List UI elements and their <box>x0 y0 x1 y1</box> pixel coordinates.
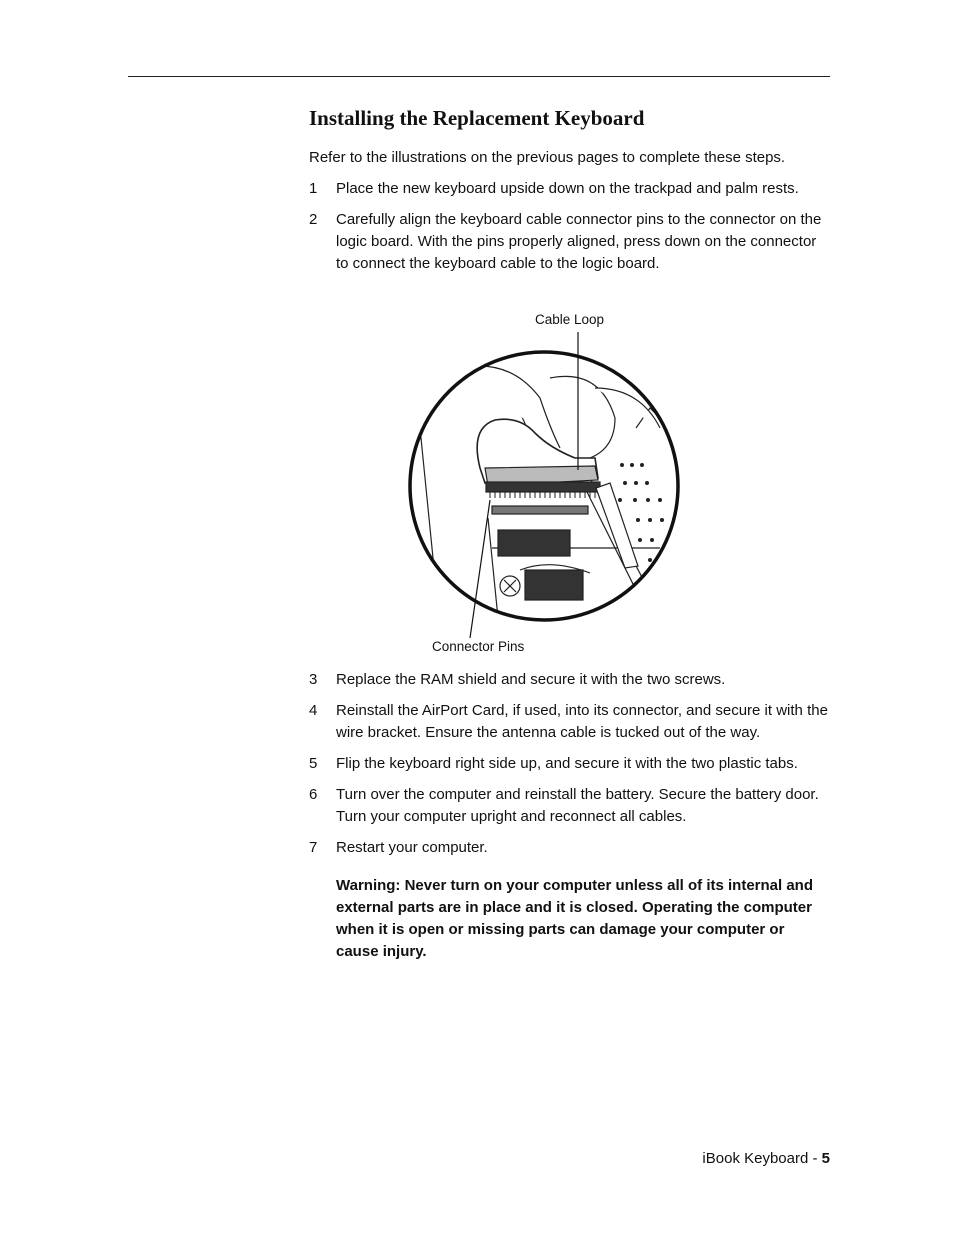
step-text: Flip the keyboard right side up, and secure it with the two plastic tabs. <box>336 755 798 772</box>
step-item <box>309 784 831 828</box>
step-text: Restart your computer. <box>336 839 488 856</box>
callout-connector-pins: Connector Pins <box>432 639 525 654</box>
step-item <box>309 700 831 744</box>
step-number: 2 <box>309 211 318 228</box>
step-number: 3 <box>309 671 318 688</box>
warning-paragraph: Warning: Never turn on your computer unless all of its internal and external parts are in place and it is closed. Operating the computer when it is open or missing parts can damage your computer or cause injury. <box>336 877 814 960</box>
footer-label: iBook Keyboard - <box>702 1150 822 1167</box>
page-footer <box>702 1150 830 1167</box>
step-text: Place the new keyboard upside down on the trackpad and palm rests. <box>336 180 799 197</box>
step-text: Replace the RAM shield and secure it with the two screws. <box>336 671 726 688</box>
illustration-drawing <box>400 308 700 638</box>
step-number: 7 <box>309 839 318 856</box>
step-item <box>309 837 831 859</box>
header-rule <box>128 76 830 77</box>
step-text: Carefully align the keyboard cable connector pins to the connector on the logic board. With the pins properly aligned, press down on the connector to connect the keyboard cable to the logic board. <box>336 211 822 272</box>
step-item <box>309 209 831 275</box>
step-item <box>309 669 831 691</box>
intro-paragraph: Refer to the illustrations on the previous pages to complete these steps. <box>309 149 786 166</box>
callout-cable-loop: Cable Loop <box>535 312 605 327</box>
page-number: 5 <box>821 1150 830 1167</box>
step-number: 1 <box>309 180 318 197</box>
step-number: 4 <box>309 702 318 719</box>
page-title: Installing the Replacement Keyboard <box>309 106 645 130</box>
step-number: 5 <box>309 755 318 772</box>
keyboard-connector-illustration <box>400 308 700 658</box>
step-number: 6 <box>309 786 318 803</box>
step-item <box>309 753 831 775</box>
step-text: Reinstall the AirPort Card, if used, into its connector, and secure it with the wire bracket. Ensure the antenna cable is tucked out of the way. <box>336 702 828 741</box>
step-item <box>309 178 831 200</box>
step-text: Turn over the computer and reinstall the battery. Secure the battery door. Turn your computer upright and reconnect all cables. <box>336 786 819 825</box>
